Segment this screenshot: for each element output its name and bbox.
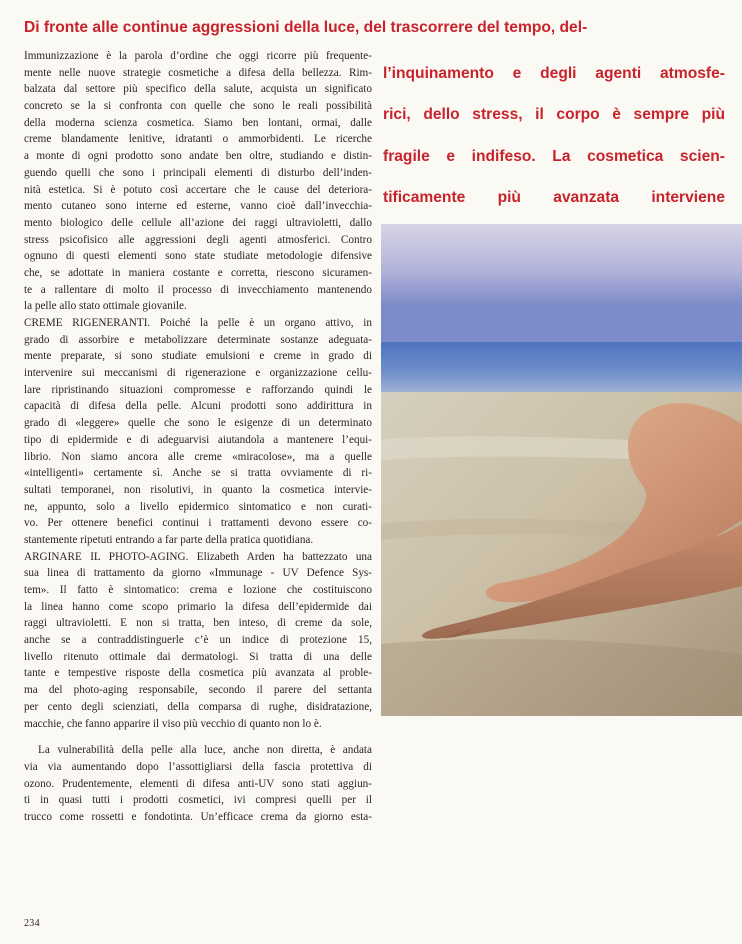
paragraph-spacer [24, 732, 372, 742]
text-line: intervenire sui meccanismi di rigenerazione e organizzazione cellu- [24, 367, 372, 380]
text-line: La vulnerabilità della pelle alla luce, anche non diretta, è andata [38, 744, 372, 757]
text-line: ne, appunto, solo a livello epidermico sintomatico e non curati- [24, 500, 372, 513]
text-line: ozono. Prudentemente, elementi di difesa anti-UV sono stati aggiun- [24, 777, 372, 790]
text-line: stress psicofisico alle aggressioni degli agenti atmosferici. Contro [24, 233, 372, 246]
text-line: ti in quasi tutti i prodotti cosmetici, ivi compresi quelli per il [24, 794, 372, 807]
text-line: tipo di epidermide e di adeguarvisi aiutandola a mantenere l’equi- [24, 433, 372, 446]
text-line: anche se a contraddistinguerle c’è un indice di protezione 15, [24, 634, 372, 647]
paragraph-creme-rigeneranti [24, 315, 372, 549]
text-line: mente nelle nuove strategie cosmetiche a difesa della bellezza. Rim- [24, 66, 372, 79]
text-line: ARGINARE IL PHOTO-AGING. Elizabeth Arden ha battezzato una [24, 550, 372, 563]
text-line: Immunizzazione è la parola d’ordine che oggi ricorre più frequente- [24, 50, 372, 62]
sand-shadow [381, 639, 742, 716]
text-line: sua linea di trattamento da giorno «Immunage - UV Defence Sys- [24, 567, 372, 580]
text-line: mento biologico delle cellule all’azione dei raggi ultravioletti, dallo [24, 216, 372, 229]
text-line: che, se adottate in maniera costante e corretta, riescono sicuramen- [24, 266, 372, 279]
text-line: trucco come rossetti e fondotinta. Un’efficace crema da giorno esta- [24, 810, 372, 823]
text-line: raggi ultravioletti. E non si tratta, ben inteso, di creme da sole, [24, 617, 372, 630]
text-line: te a rallentare di molto il processo di invecchiamento mantenendo [24, 283, 372, 296]
page-number: 234 [24, 918, 40, 929]
text-line: mente preparate, si sono studiate emulsioni e creme in grado di [24, 350, 372, 363]
text-line: mento cutaneo sono interne ed esterne, vanno cioè dall’invecchia- [24, 200, 372, 213]
photo-illustration [381, 224, 742, 716]
text-line: della moderna scienza cosmetica. Siamo ben lontani, ormai, dalle [24, 116, 372, 129]
text-line: vo. Per ottenere benefici continui i trattamenti devono essere co- [24, 517, 372, 530]
sky [381, 224, 742, 354]
headline-first-line: Di fronte alle continue aggressioni della luce, del trascorrere del tempo, del- [24, 19, 588, 36]
text-line: librio. Non siamo ancora alle creme «miracolose», ma a quelle [24, 450, 372, 463]
paragraph-intro [24, 48, 372, 315]
text-line: lare ripristinando situazioni compromesse e rafforzando quindi le [24, 383, 372, 396]
text-line: a monte di ogni prodotto sono andate ben oltre, studiando e distin- [24, 150, 372, 163]
text-line: sultati temporanei, non risolutivi, in quanto la cosmetica intervie- [24, 483, 372, 496]
text-line: livello ritenuto ottimale dai dermatologi. Si tratta di una delle [24, 650, 372, 663]
text-line: CREME RIGENERANTI. Poiché la pelle è un organo attivo, in [24, 317, 372, 329]
text-line: balzata dal settore più specifico della salute, acquista un significato [24, 83, 372, 96]
headline-line: fragile e indifeso. La cosmetica scien- [383, 147, 725, 165]
text-line: ma del photo-aging responsabile, secondo il parere del settanta [24, 684, 372, 697]
text-line: grado di assorbire e metabolizzare determinate sostanze adeguata- [24, 333, 372, 346]
paragraph-ozone [24, 742, 372, 825]
headline-continuation [383, 57, 725, 222]
text-line: capacità di difesa della pelle. Alcuni prodotti sono addirittura in [24, 400, 372, 413]
text-line: stantemente ripetuti entrando a far parte della pratica quotidiana. [24, 533, 314, 546]
headline-line: l’inquinamento e degli agenti atmosfe- [383, 65, 725, 82]
text-line: tem». Il fatto è sintomatico: crema e lozione che costituiscono [24, 584, 372, 596]
text-line: «intelligenti» certamente sì. Anche se si tratta ovviamente di ri- [24, 467, 372, 480]
text-line: macchie, che fanno apparire il viso più vecchio di quanto non lo è. [24, 717, 322, 730]
paragraph-photo-aging [24, 549, 372, 733]
text-line: grado di «leggere» quelle che sono le esigenze di un determinato [24, 417, 372, 430]
text-line: la linea hanno come scopo primario la difesa dell’epidermide dai [24, 600, 372, 613]
beach-legs-photo [381, 224, 742, 716]
text-line: tante e tempestive risposte della cosmetica più avanzata al proble- [24, 667, 372, 680]
text-line: guendo quelli che sono i principali elementi di disturbo dell’inden- [24, 166, 372, 179]
text-line: per cento degli scienziati, della comparsa di rughe, disidratazione, [24, 700, 372, 713]
article-body-column [24, 48, 372, 826]
text-line: creme blandamente lenitive, idratanti o ammorbidenti. Le ricerche [24, 133, 372, 146]
text-line: nità estetica. Si è potuto così accertare che le cause del deteriora- [24, 183, 372, 196]
text-line: ognuno di questi elementi sono state studiate metodologie difensive [24, 250, 372, 263]
text-line: via via aumentando dopo l’assottigliarsi della fascia protettiva di [24, 760, 372, 773]
headline-line: rici, dello stress, il corpo è sempre più [383, 106, 725, 124]
headline-line: tificamente più avanzata interviene [383, 188, 725, 206]
text-line: la pelle allo stato ottimale giovanile. [24, 300, 187, 313]
text-line: concreto se la si confronta con quelle che sono le reali possibilità [24, 100, 372, 113]
